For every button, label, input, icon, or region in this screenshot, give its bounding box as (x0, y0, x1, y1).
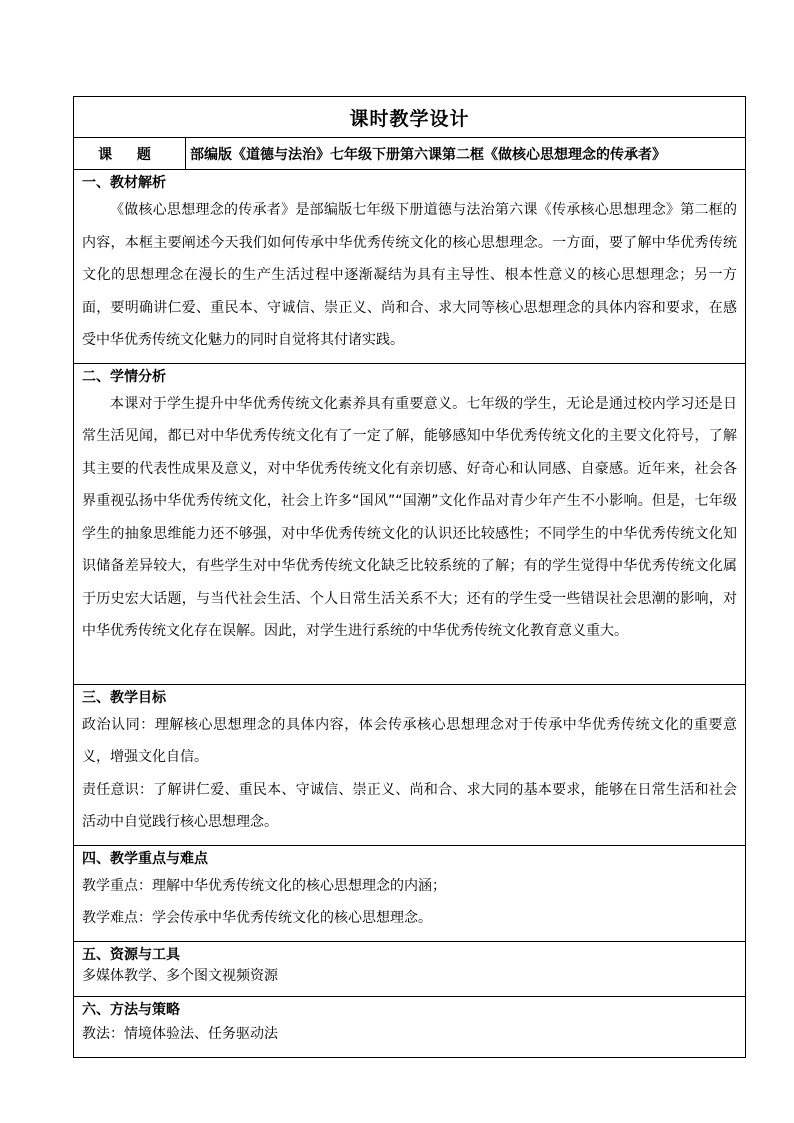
section-paragraph: 多媒体教学、多个图文视频资源 (82, 967, 278, 984)
section-student-analysis (74, 363, 746, 684)
section-key-points (74, 845, 746, 941)
topic-value: 部编版《道德与法治》七年级下册第六课第二框《做核心思想理念的传承者》 (186, 138, 746, 170)
section-teaching-objectives (74, 684, 746, 845)
section-paragraph: 责任意识：了解讲仁爱、重民本、守诚信、崇正义、尚和合、求大同的基本要求，能够在日常生活和社会活动中自觉践行核心思想理念。 (82, 781, 738, 830)
topic-label: 课 题 (74, 138, 186, 170)
document-title: 课时教学设计 (74, 97, 746, 138)
section-paragraph: 《做核心思想理念的传承者》是部编版七年级下册道德与法治第六课《传承核心思想理念》第二框的内容，本框主要阐述今天我们如何传承中华优秀传统文化的核心思想理念。一方面，要了解中华优秀传统文化的思想理念在漫长的生产生活过程中逐渐凝结为具有主导性、根本性意义的核心思想理念；另一方面，要明确讲仁爱、重民本、守诚信、崇正义、尚和合、求大同等核心思想理念的具体内容和要求，在感受中华优秀传统文化魅力的同时自觉将其付诸实践。 (82, 202, 738, 348)
section-methods (74, 996, 746, 1057)
section-paragraph: 本课对于学生提升中华优秀传统文化素养具有重要意义。七年级的学生，无论是通过校内学习还是日常生活见闻，都已对中华优秀传统文化有了一定了解，能够感知中华优秀传统文化的主要文化符号，了解其主要的代表性成果及意义，对中华优秀传统文化有亲切感、好奇心和认同感、自豪感。近年来，社会各界重视弘扬中华优秀传统文化，社会上许多“国风”“国潮”文化作品对青少年产生不小影响。但是，七年级学生的抽象思维能力还不够强，对中华优秀传统文化的认识还比较感性；不同学生的中华优秀传统文化知识储备差异较大，有些学生对中华优秀传统文化缺乏比较系统的了解；有的学生觉得中华优秀传统文化属于历史宏大话题，与当代社会生活、个人日常生活关系不大；还有的学生受一些错误社会思潮的影响，对中华优秀传统文化存在误解。因此，对学生进行系统的中华优秀传统文化教育意义重大。 (82, 395, 738, 639)
section-heading: 四、教学重点与难点 (82, 850, 208, 867)
section-paragraph: 教学重点：理解中华优秀传统文化的核心思想理念的内涵； (82, 877, 446, 894)
section-heading: 二、学情分析 (82, 368, 166, 385)
section-resources (74, 941, 746, 996)
section-heading: 六、方法与策略 (82, 1001, 180, 1018)
lesson-design-table (73, 96, 746, 1058)
section-paragraph: 教法：情境体验法、任务驱动法 (82, 1025, 278, 1042)
topic-row (74, 138, 746, 170)
section-heading: 三、教学目标 (82, 689, 166, 706)
section-heading: 一、教材解析 (82, 175, 166, 191)
section-textbook-analysis (74, 170, 746, 364)
title-row (74, 97, 746, 138)
section-paragraph: 教学难点：学会传承中华优秀传统文化的核心思想理念。 (82, 910, 432, 926)
section-paragraph: 政治认同：理解核心思想理念的具体内容，体会传承核心思想理念对于传承中华优秀传统文化的重要意义，增强文化自信。 (82, 716, 738, 765)
section-heading: 五、资源与工具 (82, 946, 180, 963)
